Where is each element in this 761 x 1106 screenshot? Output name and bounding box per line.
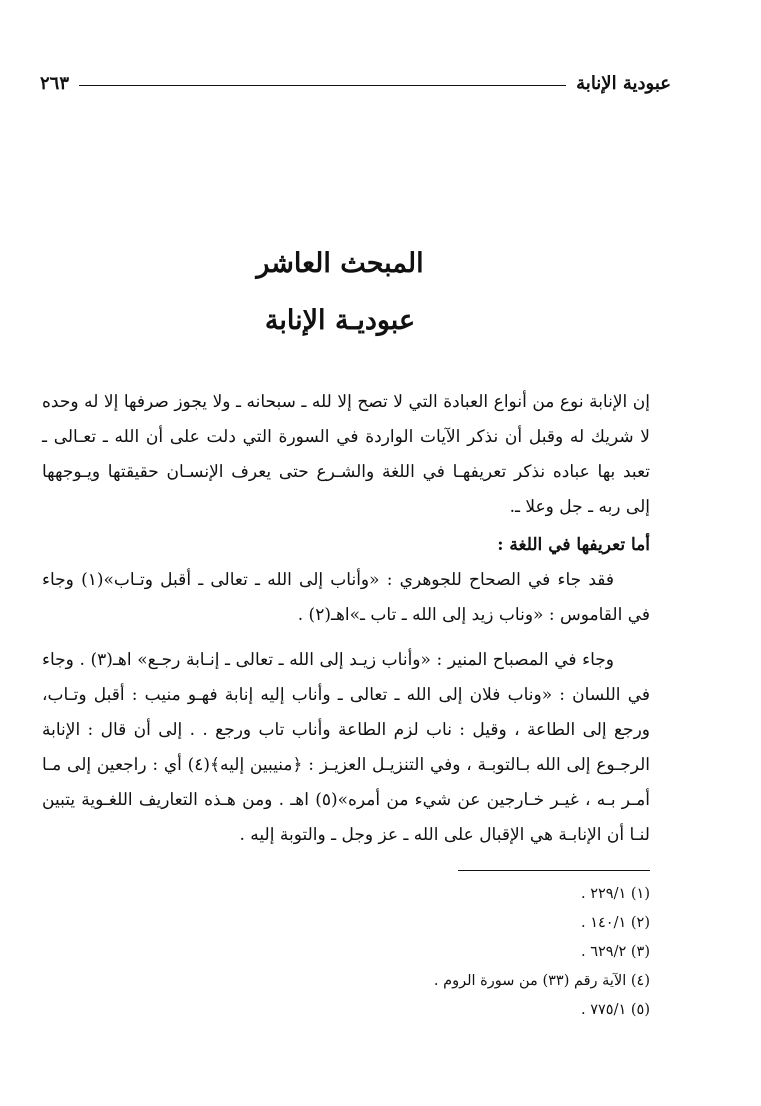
footnotes xyxy=(300,880,650,1025)
intro-paragraph: إن الإنابة نوع من أنواع العبادة التي لا تصح إلا لله ـ سبحانه ـ ولا يجوز صرفها إلا له وحده لا شريك له وقبل أن نذكر الآيات الواردة في السورة التي دلت على أن الله ـ تعـالى ـ تعبد بها عباده نذكر تعريفهـا في اللغة والشـرع حتى يعرف الإنسـان حقيقتها ويـوجهها إلى ربه ـ جل وعلا ـ. xyxy=(42,392,650,517)
footnote-rule xyxy=(458,870,650,871)
running-header xyxy=(40,73,671,94)
page-number: ٢٦٣ xyxy=(40,73,70,94)
paragraph-sihah: فقد جاء في الصحاح للجوهري : «وأناب إلى الله ـ تعالى ـ أقبل وتـاب»(١) وجاء في القاموس : «وناب زيد إلى الله ـ تاب ـ»اهـ(٢) . xyxy=(42,570,650,625)
footnote-4: (٤) الآية رقم (٣٣) من سورة الروم . xyxy=(433,973,650,989)
body-text xyxy=(42,385,650,853)
footnote-2: (٢) ١٤٠/١ . xyxy=(580,915,650,931)
header-rule xyxy=(79,85,566,86)
footnote-1: (١) ٢٢٩/١ . xyxy=(580,886,650,902)
paragraph-misbah: وجاء في المصباح المنير : «وأناب زيـد إلى الله ـ تعالى ـ إنـابة رجـع» اهـ(٣) . وجاء في اللسان : «وناب فلان إلى الله ـ تعالى ـ وأناب إليه إنابة فهـو منيب : أقبل وتـاب، ورجع إلى الطاعة ، وقيل : ناب لزم الطاعة وأناب تاب ورجع . . إلى أن قال : الإنابة الرجـوع إلى الله بـالتوبـة ، وفي التنزيـل العزيـز : ﴿منيبين إليه﴾(٤) أي : راجعين إلى مـا أمـر بـه ، غيـر خـارجين عن شيء من أمره»(٥) اهـ . ومن هـذه التعاريف اللغـوية يتبين لنـا أن الإنابـة هي الإقبال على الله ـ عز وجل ـ والتوبة إليه . xyxy=(42,650,651,845)
chapter-subtitle: عبوديـة الإنابة xyxy=(264,305,416,336)
footnote-5: (٥) ٧٧٥/١ . xyxy=(580,1002,650,1018)
running-title: عبودية الإنابة xyxy=(576,73,671,94)
footnote-3: (٣) ٦٢٩/٢ . xyxy=(580,944,650,960)
chapter-title: المبحث العاشر xyxy=(256,248,424,279)
section-heading: أما تعريفها في اللغة : xyxy=(497,535,650,555)
